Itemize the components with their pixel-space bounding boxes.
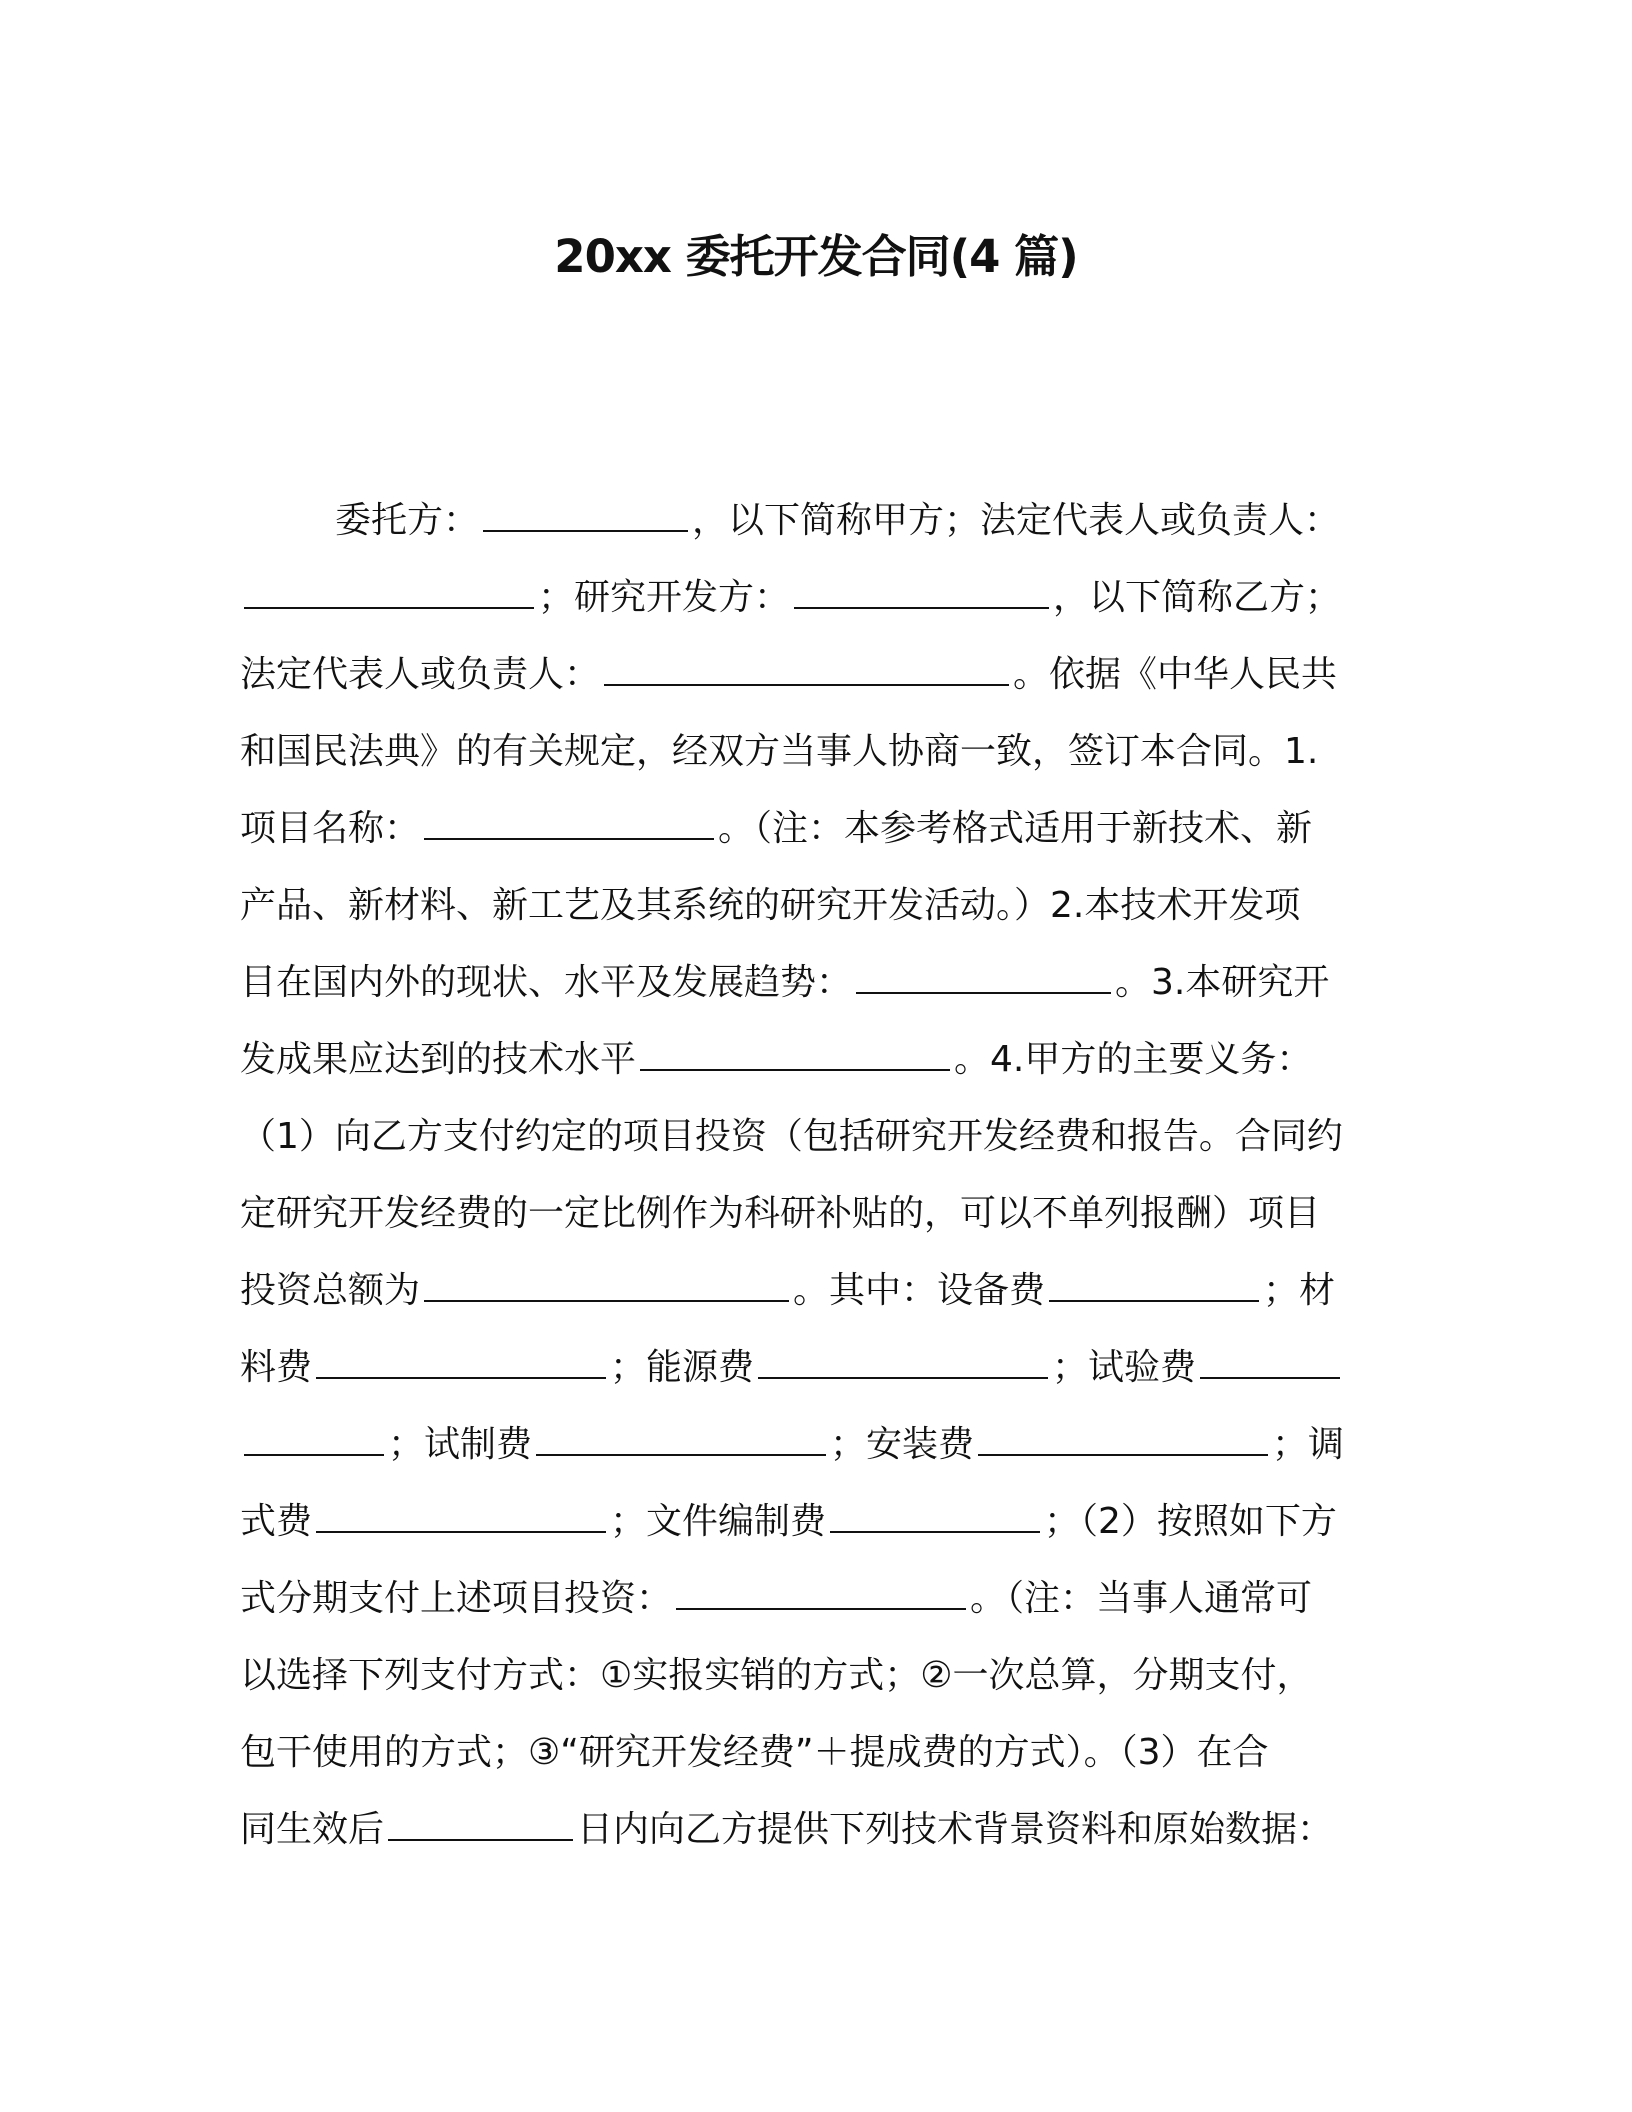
text-segment: 同生效后	[240, 1809, 385, 1850]
text-segment: 投资总额为	[240, 1270, 421, 1311]
text-line	[240, 952, 1380, 1029]
text-segment: （1）向乙方支付约定的项目投资（包括研究开发经费和报告。合同约	[240, 1116, 1343, 1157]
fill-in-blank	[536, 1414, 826, 1456]
text-line	[240, 1568, 1380, 1645]
text-segment: 以选择下列支付方式：①实报实销的方式；②一次总算，分期支付，	[240, 1655, 1313, 1696]
text-segment: 。4.甲方的主要义务：	[954, 1039, 1313, 1080]
text-line	[240, 798, 1380, 875]
text-segment: 料费	[240, 1347, 313, 1388]
fill-in-blank	[830, 1491, 1040, 1533]
fill-in-blank	[483, 490, 688, 532]
fill-in-blank	[316, 1337, 606, 1379]
text-segment: ；安装费	[830, 1424, 975, 1465]
fill-in-blank	[1200, 1337, 1340, 1379]
fill-in-blank	[424, 798, 714, 840]
text-line	[240, 490, 1380, 567]
text-segment: ；试制费	[388, 1424, 533, 1465]
text-line	[240, 1183, 1380, 1260]
fill-in-blank	[676, 1568, 966, 1610]
text-line	[240, 1106, 1380, 1183]
fill-in-blank	[640, 1029, 950, 1071]
contract-body	[240, 490, 1380, 1876]
text-segment: ；调	[1272, 1424, 1345, 1465]
text-line	[240, 567, 1380, 644]
fill-in-blank	[856, 952, 1111, 994]
text-segment: ；能源费	[610, 1347, 755, 1388]
text-segment: 。3.本研究开	[1115, 962, 1330, 1003]
text-segment: 项目名称：	[240, 808, 421, 849]
text-segment: 日内向乙方提供下列技术背景资料和原始数据：	[577, 1809, 1334, 1850]
text-line	[240, 1260, 1380, 1337]
fill-in-blank	[316, 1491, 606, 1533]
text-line	[240, 1414, 1380, 1491]
text-line	[240, 644, 1380, 721]
text-segment: ；（2）按照如下方	[1044, 1501, 1337, 1542]
text-segment: 目在国内外的现状、水平及发展趋势：	[240, 962, 853, 1003]
text-segment: 。（注：本参考格式适用于新技术、新	[718, 808, 1313, 849]
text-segment: ；文件编制费	[610, 1501, 827, 1542]
text-segment: ，以下简称乙方；	[1053, 577, 1342, 618]
text-line	[240, 721, 1380, 798]
text-segment: 定研究开发经费的一定比例作为科研补贴的，可以不单列报酬）项目	[240, 1193, 1321, 1234]
text-segment: 发成果应达到的技术水平	[240, 1039, 637, 1080]
fill-in-blank	[794, 567, 1049, 609]
text-segment: 包干使用的方式；③“研究开发经费”＋提成费的方式）。（3）在合	[240, 1732, 1269, 1773]
text-segment: 委托方：	[335, 500, 480, 541]
fill-in-blank	[758, 1337, 1048, 1379]
text-segment: ；试验费	[1052, 1347, 1197, 1388]
text-line	[240, 1722, 1380, 1799]
text-segment: 。（注：当事人通常可	[970, 1578, 1313, 1619]
text-segment: 。其中：设备费	[793, 1270, 1046, 1311]
text-segment: 和国民法典》的有关规定，经双方当事人协商一致，签订本合同。1.	[240, 731, 1319, 772]
fill-in-blank	[604, 644, 1009, 686]
text-line	[240, 1799, 1380, 1876]
fill-in-blank	[388, 1799, 573, 1841]
fill-in-blank	[1049, 1260, 1259, 1302]
text-line	[240, 1337, 1380, 1414]
text-segment: 式费	[240, 1501, 313, 1542]
text-segment: 。依据《中华人民共	[1013, 654, 1338, 695]
fill-in-blank	[424, 1260, 789, 1302]
fill-in-blank	[244, 1414, 384, 1456]
text-segment: ；材	[1263, 1270, 1336, 1311]
text-line	[240, 1029, 1380, 1106]
text-line	[240, 1645, 1380, 1722]
text-segment: ；研究开发方：	[538, 577, 791, 618]
text-segment: 产品、新材料、新工艺及其系统的研究开发活动。）2.本技术开发项	[240, 885, 1301, 926]
fill-in-blank	[978, 1414, 1268, 1456]
text-segment: 式分期支付上述项目投资：	[240, 1578, 673, 1619]
text-line	[240, 1491, 1380, 1568]
text-line	[240, 875, 1380, 952]
text-segment: 法定代表人或负责人：	[240, 654, 601, 695]
document-title: 20xx 委托开发合同(4 篇)	[554, 230, 1078, 283]
fill-in-blank	[244, 567, 534, 609]
text-segment: ，以下简称甲方；法定代表人或负责人：	[692, 500, 1341, 541]
